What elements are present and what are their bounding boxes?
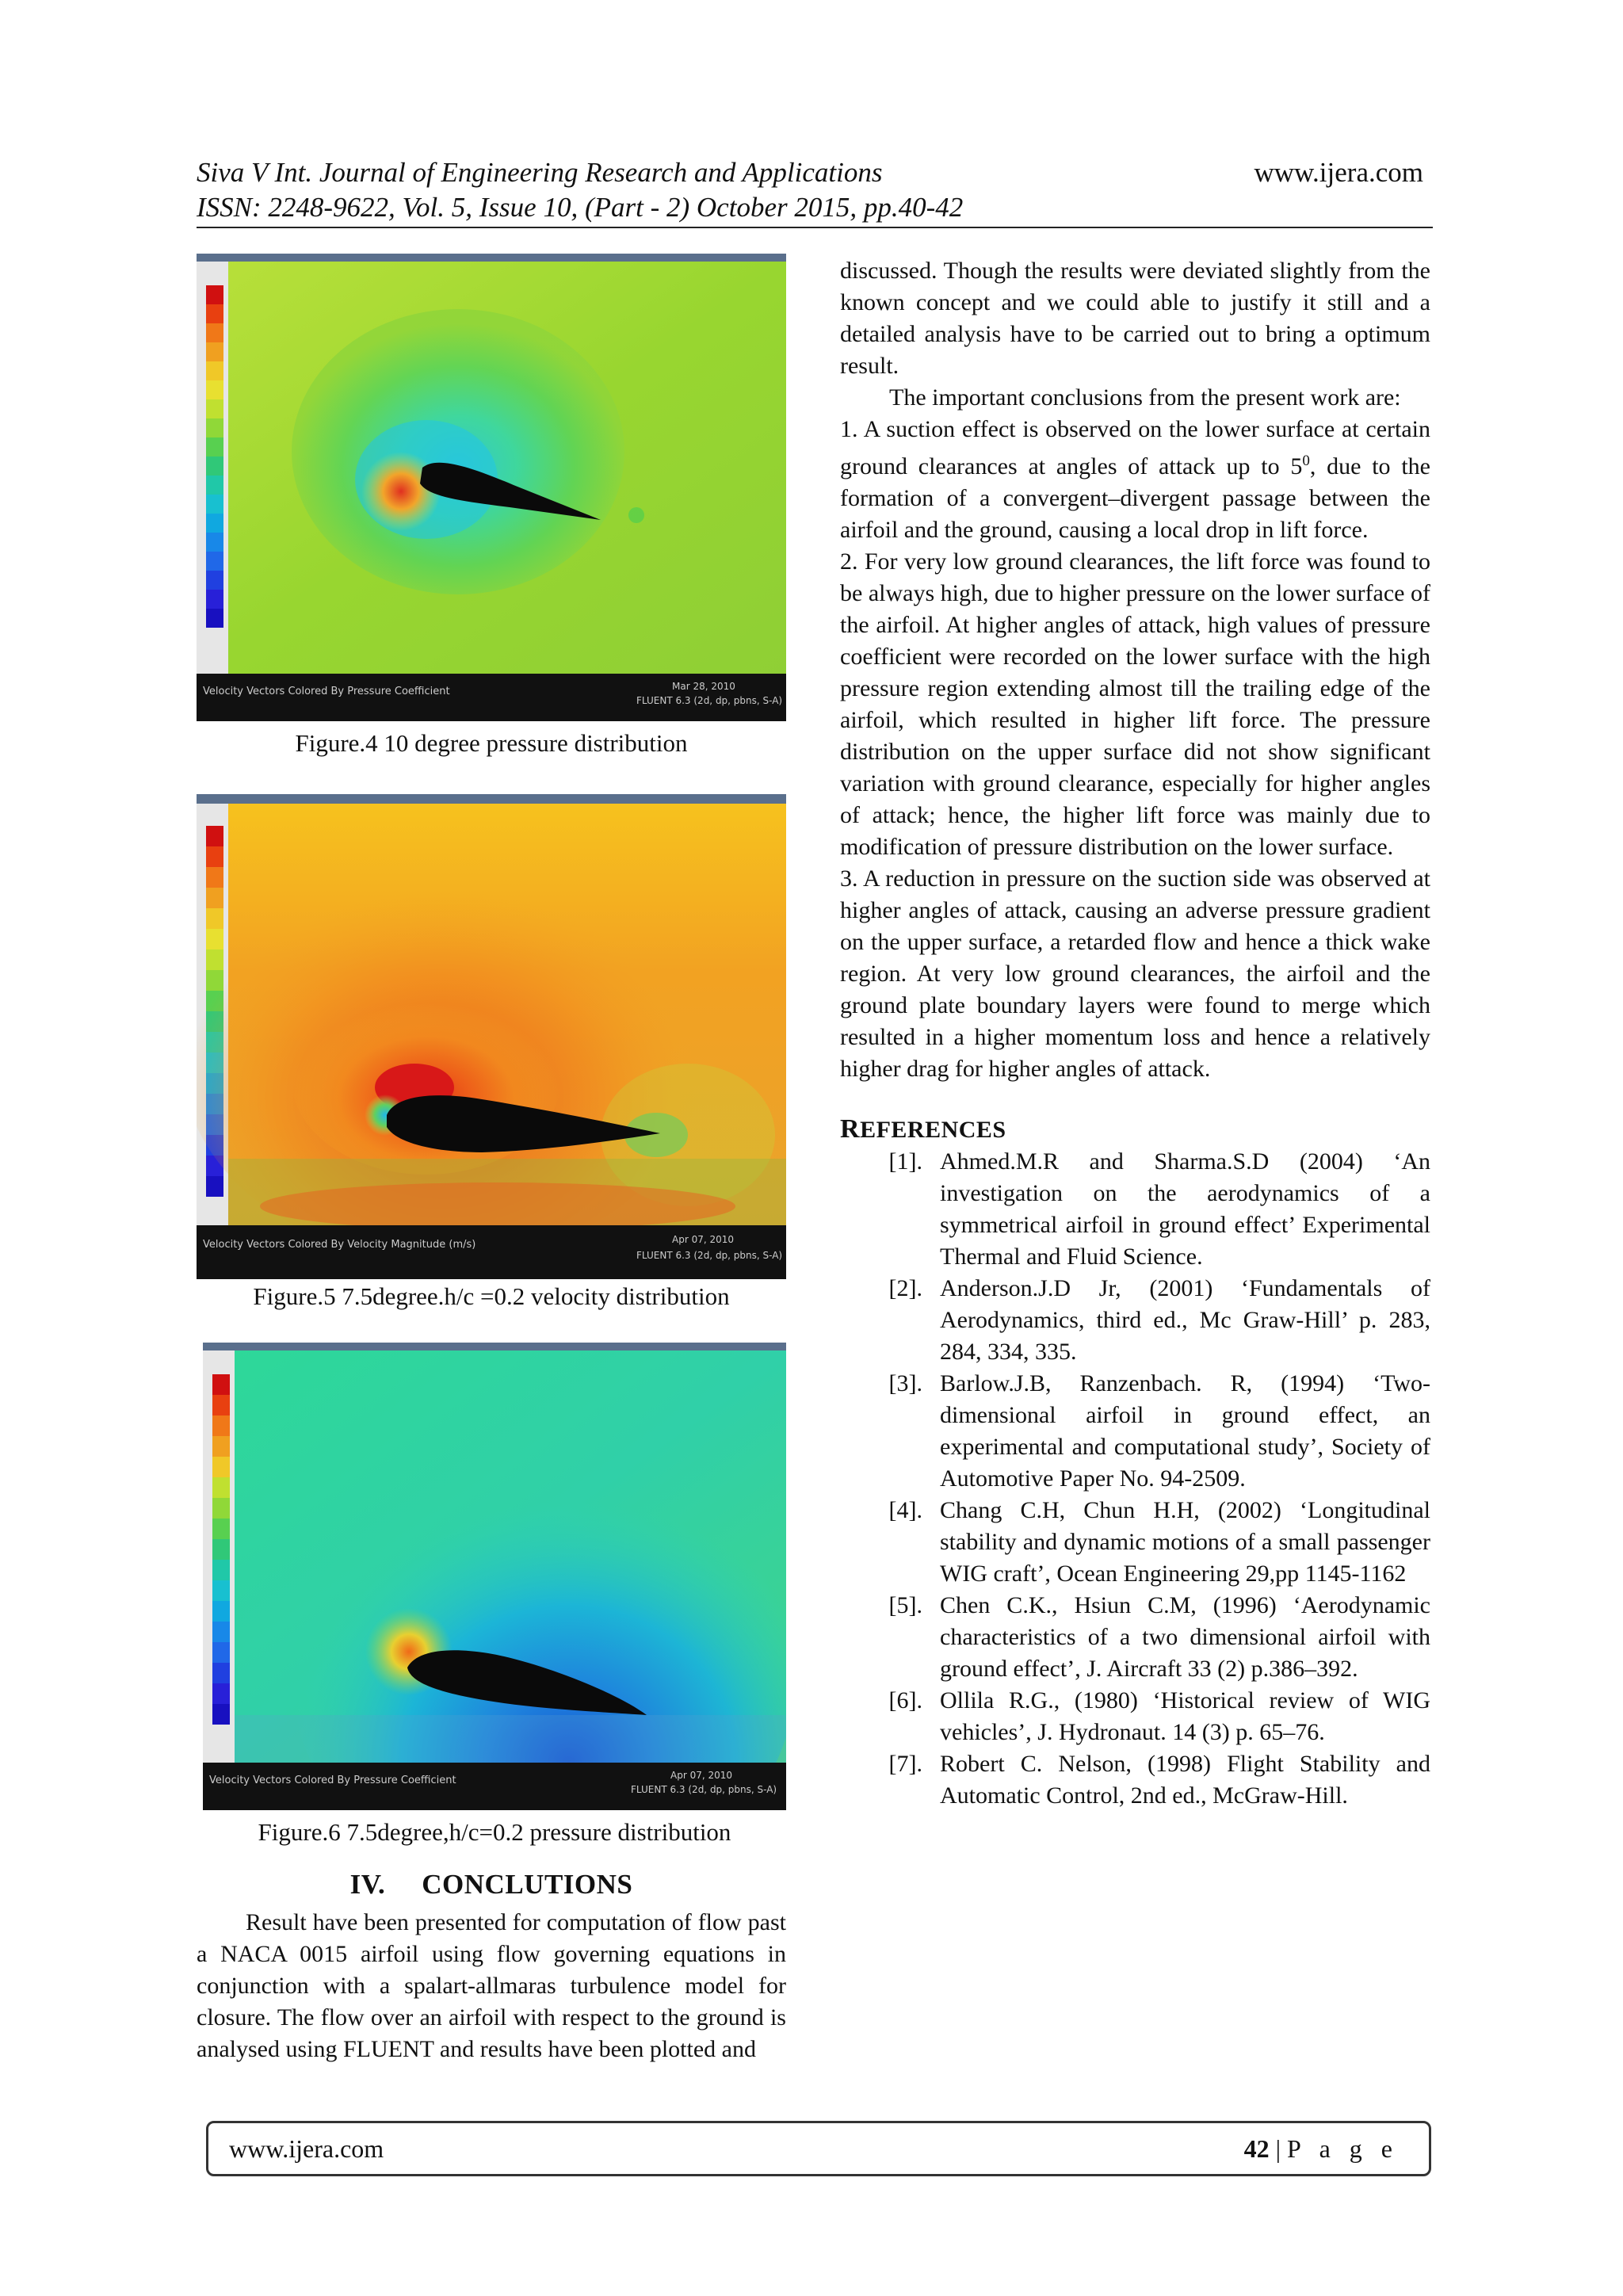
reference-text: Chen C.K., Hsiun C.M, (1996) ‘Aerodynamic characteristics of a two dimensional airfoil with ground effect’, J. Aircraft 33 (2) p.386–392. (940, 1592, 1430, 1682)
figure-6-footer-label: Velocity Vectors Colored By Pressure Coefficient (209, 1775, 456, 1786)
reference-number: [3]. (888, 1370, 922, 1396)
reference-item (840, 1748, 1430, 1812)
conclusion-item-2: 2. For very low ground clearances, the lift force was found to be always high, due to higher pressure on the lower surface of the airfoil. At higher angles of attack, high values of pressure coefficient were recorded on the lower surface with the high pressure region extending almost till the trailing edge of the airfoil, which resulted in higher lift force. The pressure distribution on the upper surface did not show significant variation with ground clearance, especially for higher angles of attack; hence, the higher lift force was mainly due to modification of pressure distribution on the lower surface. (840, 548, 1430, 860)
reference-number: [1]. (888, 1148, 922, 1175)
conclusions-paragraph-1-continued: discussed. Though the results were deviated slightly from the known concept and we could able to justify it still and a detailed analysis have to be carried out to bring a optimum result. (840, 258, 1430, 379)
reference-number: [5]. (888, 1592, 922, 1618)
reference-text: Ollila R.G., (1980) ‘Historical review of WIG vehicles’, J. Hydronaut. 14 (3) p. 65–76. (940, 1687, 1430, 1745)
left-column (197, 254, 786, 2065)
reference-item (840, 1495, 1430, 1590)
references-heading: REFERENCES (840, 1114, 1006, 1144)
reference-number: [2]. (888, 1275, 922, 1301)
figure-5-footer-label: Velocity Vectors Colored By Velocity Magnitude (m/s) (203, 1239, 476, 1251)
page-footer (206, 2121, 1431, 2176)
journal-url: www.ijera.com (1254, 157, 1423, 188)
reference-number: [6]. (888, 1687, 922, 1713)
reference-number: [7]. (888, 1751, 922, 1777)
reference-number: [4]. (888, 1497, 922, 1523)
reference-list (840, 1146, 1430, 1812)
figure-4-footer-date: Mar 28, 2010 (672, 681, 735, 692)
figure-6-footer-date: Apr 07, 2010 (670, 1770, 733, 1781)
issn-line: ISSN: 2248-9622, Vol. 5, Issue 10, (Part - 2) October 2015, pp.40-42 (197, 192, 964, 223)
color-legend (212, 1374, 230, 1725)
section-heading-conclusions (197, 1867, 786, 1902)
color-legend (206, 285, 223, 628)
reference-text: Chang C.H, Chun H.H, (2002) ‘Longitudinal stability and dynamic motions of a small passenger WIG craft’, Ocean Engineering 29,pp 1145-1162 (940, 1497, 1430, 1587)
reference-text: Barlow.J.B, Ranzenbach. R, (1994) ‘Two-dimensional airfoil in ground effect, an experimental and computational study’, Society of Automotive Paper No. 94-2509. (940, 1370, 1430, 1492)
figure-6 (197, 1343, 786, 1848)
reference-item (840, 1368, 1430, 1495)
section-number: IV. (349, 1869, 386, 1900)
running-header (197, 155, 1433, 225)
reference-text: Ahmed.M.R and Sharma.S.D (2004) ‘An investigation on the aerodynamics of a symmetrical airfoil in ground effect’ Experimental Thermal and Fluid Science. (940, 1148, 1430, 1270)
figure-4-footer-label: Velocity Vectors Colored By Pressure Coefficient (203, 686, 450, 697)
figure-6-footer-solver: FLUENT 6.3 (2d, dp, pbns, S-A) (631, 1784, 777, 1795)
conclusions-paragraph-1: Result have been presented for computation of flow past a NACA 0015 airfoil using flow governing equations in conjunction with a spalart-allmaras turbulence model for closure. The flow over an airfoil with respect to the ground is analysed using FLUENT and results have been plotted and (197, 1909, 786, 2062)
reference-item (840, 1273, 1430, 1368)
figure-4-footer-solver: FLUENT 6.3 (2d, dp, pbns, S-A) (636, 695, 783, 706)
figure-5 (197, 794, 786, 1312)
conclusion-item-3: 3. A reduction in pressure on the suction side was observed at higher angles of attack, causing an adverse pressure gradient on the upper surface, a retarded flow and hence a thick wake region. At very low ground clearances, the airfoil and the ground plate boundary layers were found to merge which resulted in a higher momentum loss and hence a relatively higher drag for higher angles of attack. (840, 865, 1430, 1082)
page-number: 42 | P a g e (1243, 2134, 1399, 2163)
figure-6-contour-image (203, 1343, 786, 1810)
reference-text: Anderson.J.D Jr, (2001) ‘Fundamentals of Aerodynamics, third ed., Mc Graw-Hill’ p. 283, 284, 334, 335. (940, 1275, 1430, 1365)
header-rule (197, 227, 1433, 228)
figure-4-contour-image (197, 254, 786, 721)
section-title: CONCLUTIONS (422, 1869, 633, 1900)
reference-item (840, 1685, 1430, 1748)
footer-url: www.ijera.com (229, 2134, 384, 2163)
conclusion-item-1: 1. A suction effect is observed on the lower surface at certain ground clearances at angles of attack up to $5^0$, due to the formation of a convergent–divergent passage between the airfoil and the ground, causing a local drop in lift force. (840, 416, 1430, 543)
journal-citation: Siva V Int. Journal of Engineering Research and Applications (197, 157, 883, 188)
figure-4 (197, 254, 786, 759)
figure-5-footer-solver: FLUENT 6.3 (2d, dp, pbns, S-A) (636, 1250, 783, 1261)
figure-5-contour-image (197, 794, 786, 1279)
reference-item (840, 1146, 1430, 1273)
right-column (840, 255, 1430, 1812)
figure-5-footer-date: Apr 07, 2010 (672, 1234, 735, 1245)
reference-text: Robert C. Nelson, (1998) Flight Stability and Automatic Control, 2nd ed., McGraw-Hill. (940, 1751, 1430, 1809)
conclusions-paragraph-2: The important conclusions from the present work are: (889, 384, 1401, 411)
figure-6-caption: Figure.6 7.5degree,h/c=0.2 pressure distribution (258, 1818, 731, 1846)
figure-4-caption: Figure.4 10 degree pressure distribution (295, 729, 688, 757)
figure-5-caption: Figure.5 7.5degree.h/c =0.2 velocity distribution (253, 1282, 730, 1310)
reference-item (840, 1590, 1430, 1685)
